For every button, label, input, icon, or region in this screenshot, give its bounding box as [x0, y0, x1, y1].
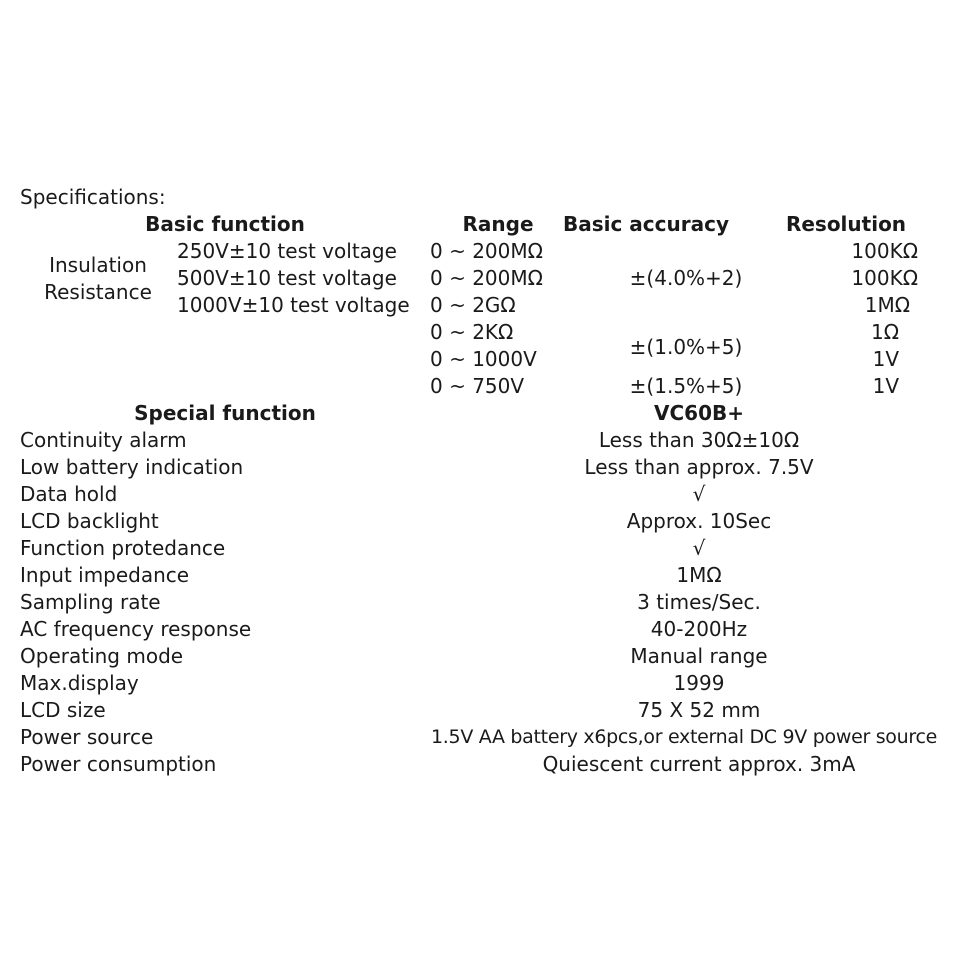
range-value: 0 ~ 2KΩ [430, 320, 514, 344]
basic-function-header: Basic function [145, 212, 305, 236]
special-value: 1999 [673, 671, 725, 695]
insulation-range: 0 ~ 2GΩ [430, 293, 516, 317]
special-value: Less than 30Ω±10Ω [598, 428, 800, 452]
check-mark: √ [692, 536, 706, 560]
special-label: LCD backlight [20, 509, 159, 533]
resolution-value: 1V [872, 347, 899, 371]
special-label: AC frequency response [20, 617, 252, 641]
insulation-range: 0 ~ 200MΩ [430, 266, 543, 290]
insulation-function: 250V±10 test voltage [177, 239, 397, 263]
special-label: Power source [20, 725, 154, 749]
special-value: Approx. 10Sec [626, 509, 772, 533]
special-label: Low battery indication [20, 455, 244, 479]
special-function-header: Special function [134, 401, 316, 425]
insulation-accuracy: ±(4.0%+2) [629, 266, 743, 290]
accuracy-value: ±(1.0%+5) [629, 335, 743, 359]
insulation-resolution: 100KΩ [851, 239, 918, 263]
resolution-value: 1V [872, 374, 899, 398]
special-value: Manual range [630, 644, 768, 668]
special-label: Power consumption [20, 752, 217, 776]
insulation-function: 500V±10 test voltage [177, 266, 397, 290]
special-value: 1MΩ [676, 563, 722, 587]
special-label: Function protedance [20, 536, 226, 560]
special-label: Operating mode [20, 644, 184, 668]
resistance-label: Resistance [44, 280, 152, 304]
special-label: Data hold [20, 482, 118, 506]
insulation-resolution: 1MΩ [864, 293, 910, 317]
range-value: 0 ~ 1000V [430, 347, 537, 371]
resolution-value: 1Ω [870, 320, 899, 344]
special-value: 3 times/Sec. [637, 590, 761, 614]
range-header: Range [462, 212, 534, 236]
resolution-header: Resolution [785, 212, 907, 236]
special-value: 1.5V AA battery x6pcs,or external DC 9V power source [431, 726, 938, 748]
special-value: Less than approx. 7.5V [584, 455, 814, 479]
model-header: VC60B+ [654, 401, 744, 425]
special-label: Max.display [20, 671, 139, 695]
special-value: 40-200Hz [650, 617, 748, 641]
insulation-label: Insulation [49, 253, 147, 277]
basic-accuracy-header: Basic accuracy [562, 212, 730, 236]
specifications-heading: Specifications: [20, 185, 166, 209]
special-label: Sampling rate [20, 590, 161, 614]
range-value: 0 ~ 750V [430, 374, 525, 398]
special-label: Continuity alarm [20, 428, 187, 452]
accuracy-value: ±(1.5%+5) [629, 374, 743, 398]
insulation-resolution: 100KΩ [851, 266, 918, 290]
check-mark: √ [692, 482, 706, 506]
insulation-function: 1000V±10 test voltage [177, 293, 410, 317]
insulation-range: 0 ~ 200MΩ [430, 239, 543, 263]
special-value: 75 X 52 mm [637, 698, 761, 722]
special-label: Input impedance [20, 563, 190, 587]
special-label: LCD size [20, 698, 106, 722]
special-value: Quiescent current approx. 3mA [542, 752, 856, 776]
